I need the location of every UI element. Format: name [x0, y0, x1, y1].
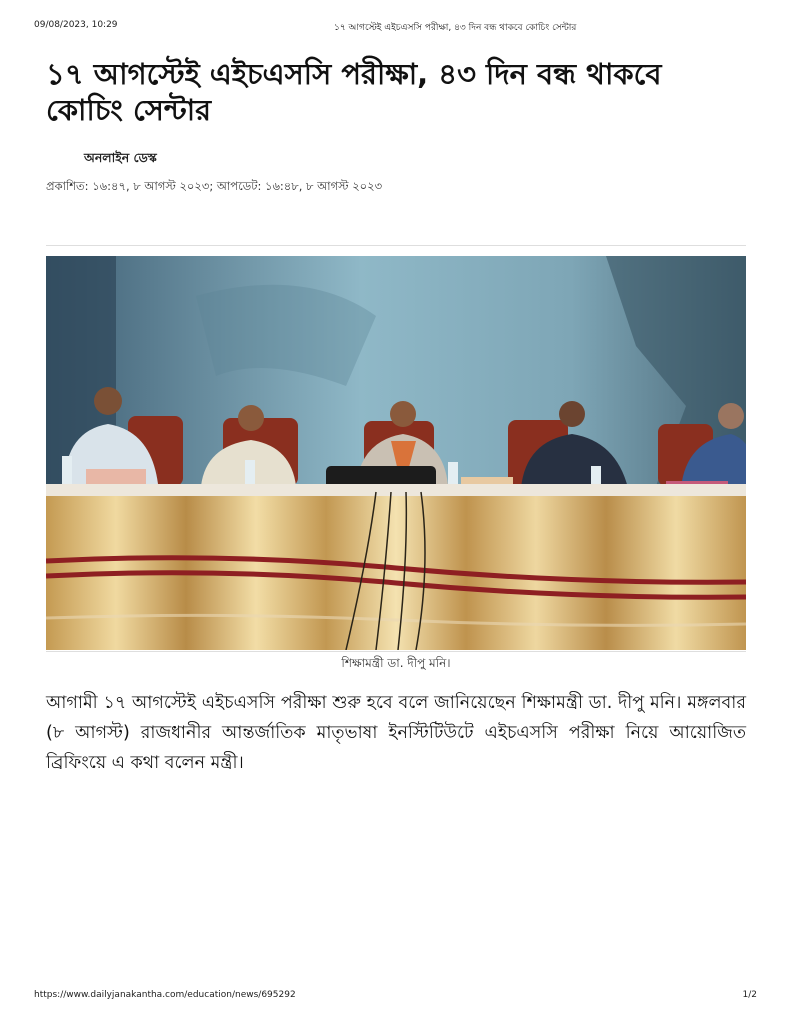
article-headline: ১৭ আগস্টেই এইচএসসি পরীক্ষা, ৪৩ দিন বন্ধ থাকবে কোচিং সেন্টার	[46, 57, 662, 127]
divider	[46, 651, 746, 652]
photo-caption: শিক্ষামন্ত্রী ডা. দীপু মনি।	[341, 656, 451, 670]
print-header	[34, 20, 757, 34]
page-url[interactable]: https://www.dailyjanakantha.com/education/news/695292	[34, 990, 296, 1000]
page-number: 1/2	[742, 990, 757, 1000]
divider	[46, 245, 746, 246]
author-name[interactable]: অনলাইন ডেস্ক	[84, 150, 157, 165]
print-page-title: ১৭ আগস্টেই এইচএসসি পরীক্ষা, ৪৩ দিন বন্ধ থাকবে কোচিং সেন্টার	[334, 23, 577, 33]
article-photo	[46, 256, 746, 650]
print-footer	[34, 990, 757, 1002]
print-datetime: 09/08/2023, 10:29	[34, 20, 118, 30]
article-body: আগামী ১৭ আগস্টেই এইচএসসি পরীক্ষা শুরু হবে বলে জানিয়েছেন শিক্ষামন্ত্রী ডা. দীপু মনি। মঙ্গলবার (৮ আগস্ট) রাজধানীর আন্তর্জাতিক মাতৃভাষা ইনস্টিটিউটে এইচএসসি পরীক্ষা নিয়ে আয়োজিত ব্রিফিংয়ে এ কথা বলেন মন্ত্রী।	[46, 693, 746, 773]
publish-info: প্রকাশিত: ১৬:৪৭, ৮ আগস্ট ২০২৩; আপডেট: ১৬:৪৮, ৮ আগস্ট ২০২৩	[46, 179, 383, 193]
